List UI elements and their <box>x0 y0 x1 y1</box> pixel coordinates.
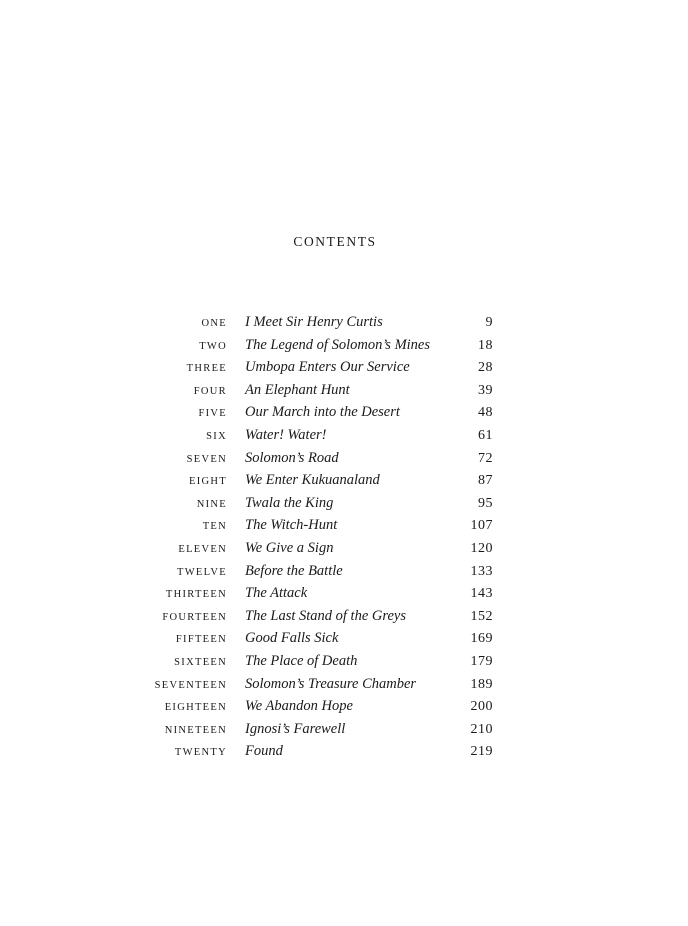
chapter-number: SEVENTEEN <box>154 679 227 691</box>
chapter-number: TWENTY <box>174 747 227 759</box>
chapter-number: ELEVEN <box>178 543 227 555</box>
chapter-title: Twala the King <box>245 494 334 511</box>
toc-entry <box>0 561 688 584</box>
chapter-number: TWO <box>199 340 227 352</box>
chapter-title: We Abandon Hope <box>245 698 353 715</box>
chapter-number: FIFTEEN <box>175 634 227 646</box>
toc-entry <box>0 696 688 719</box>
table-of-contents <box>0 312 688 764</box>
chapter-title: Our March into the Desert <box>245 404 400 421</box>
chapter-number: TWELVE <box>177 566 227 578</box>
page-number: 143 <box>470 586 493 602</box>
page-title: CONTENTS <box>293 234 377 249</box>
toc-entry <box>0 515 688 538</box>
toc-entry <box>0 402 688 425</box>
toc-entry <box>0 470 688 493</box>
page-number: 72 <box>478 450 493 466</box>
page-number: 39 <box>478 382 493 398</box>
chapter-title: Good Falls Sick <box>245 630 339 647</box>
chapter-number: SIXTEEN <box>174 656 227 668</box>
chapter-title: Umbopa Enters Our Service <box>245 359 410 376</box>
chapter-title: Solomon’s Road <box>245 449 339 466</box>
page-number: 61 <box>478 427 493 443</box>
chapter-title: We Enter Kukuanaland <box>245 472 380 489</box>
chapter-title: I Meet Sir Henry Curtis <box>245 314 383 330</box>
toc-entry <box>0 493 688 516</box>
chapter-title: Solomon’s Treasure Chamber <box>245 675 417 692</box>
page-number: 9 <box>485 315 493 330</box>
chapter-title: An Elephant Hunt <box>245 381 350 398</box>
chapter-title: Before the Battle <box>245 562 343 579</box>
chapter-number: FOUR <box>193 385 227 397</box>
page-number: 133 <box>470 563 493 579</box>
chapter-number: TEN <box>202 521 227 533</box>
chapter-title: Ignosi’s Farewell <box>245 720 346 737</box>
page-number: 200 <box>470 699 493 715</box>
chapter-title: The Attack <box>245 585 308 602</box>
toc-entry <box>0 719 688 742</box>
chapter-number: THIRTEEN <box>165 589 227 601</box>
toc-entry <box>0 425 688 448</box>
chapter-title: Water! Water! <box>245 426 327 443</box>
toc-entry <box>0 583 688 606</box>
toc-entry <box>0 380 688 403</box>
chapter-title: The Legend of Solomon’s Mines <box>245 336 431 353</box>
page-number: 169 <box>470 631 493 647</box>
page-number: 87 <box>478 473 493 489</box>
chapter-number: NINE <box>196 498 227 510</box>
chapter-number: NINETEEN <box>164 724 227 736</box>
page-number: 48 <box>478 405 493 421</box>
chapter-number: FOURTEEN <box>162 611 227 623</box>
toc-entry <box>0 448 688 471</box>
chapter-number: THREE <box>186 363 227 375</box>
toc-entry <box>0 741 688 764</box>
chapter-number: EIGHTEEN <box>164 702 227 714</box>
chapter-title: Found <box>245 743 283 760</box>
page-number: 152 <box>470 608 493 624</box>
page-number: 95 <box>478 495 493 511</box>
page-number: 189 <box>470 676 493 692</box>
page-number: 18 <box>478 337 493 353</box>
page-number: 120 <box>470 540 493 556</box>
chapter-title: The Last Stand of the Greys <box>245 607 406 624</box>
chapter-number: SEVEN <box>186 453 227 465</box>
page-number: 107 <box>470 518 493 534</box>
toc-entry <box>0 628 688 651</box>
chapter-title: We Give a Sign <box>245 539 334 556</box>
chapter-number: ONE <box>201 318 227 329</box>
chapter-number: FIVE <box>198 408 227 420</box>
chapter-number: SIX <box>206 430 227 442</box>
toc-entry <box>0 651 688 674</box>
page-number: 179 <box>470 653 493 669</box>
toc-entry <box>0 357 688 380</box>
page-number: 219 <box>470 744 493 760</box>
chapter-title: The Witch-Hunt <box>245 517 338 534</box>
toc-entry <box>0 606 688 629</box>
page-number: 210 <box>470 721 493 737</box>
chapter-title: The Place of Death <box>245 652 358 669</box>
toc-entry <box>0 538 688 561</box>
page-number: 28 <box>478 360 493 376</box>
chapter-number: EIGHT <box>189 476 227 488</box>
toc-entry <box>0 674 688 697</box>
toc-entry <box>0 312 688 335</box>
toc-entry <box>0 335 688 358</box>
